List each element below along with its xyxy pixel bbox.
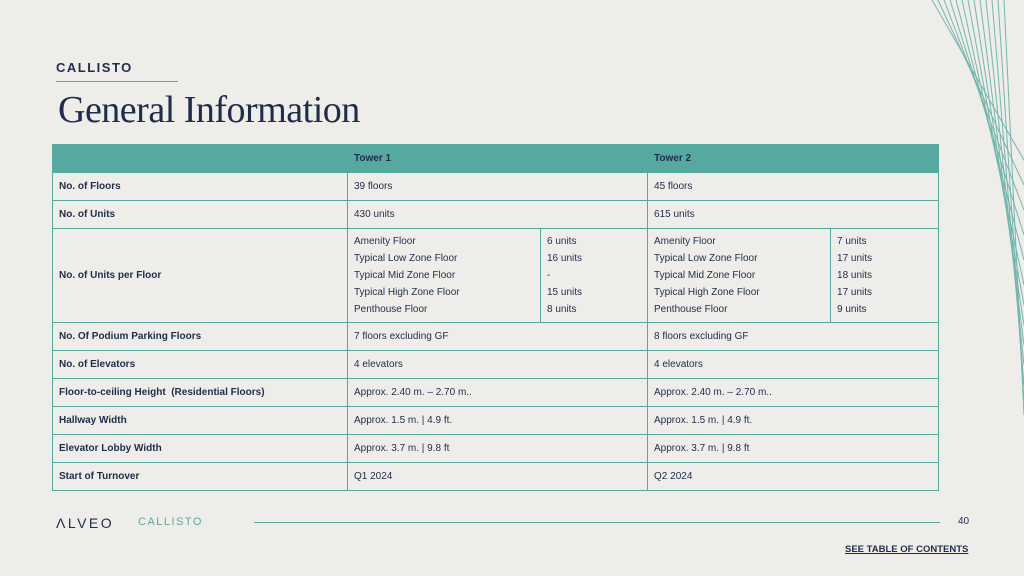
header-tower-2: Tower 2	[648, 145, 939, 173]
tower1-cell: 4 elevators	[348, 351, 648, 379]
floor-units: -	[547, 270, 551, 281]
row-label: No. Of Podium Parking Floors	[53, 323, 348, 351]
row-label: No. of Elevators	[53, 351, 348, 379]
table-row	[53, 173, 939, 201]
floor-name: Amenity Floor	[654, 236, 716, 247]
tower2-cell: Q2 2024	[648, 463, 939, 491]
floor-units: 17 units	[837, 253, 873, 264]
row-label: Hallway Width	[53, 407, 348, 435]
floor-name: Typical Mid Zone Floor	[354, 270, 456, 281]
header-tower-1: Tower 1	[348, 145, 648, 173]
tower1-cell: Q1 2024	[348, 463, 648, 491]
row-label: No. of Units per Floor	[53, 229, 348, 323]
page-number: 40	[958, 516, 970, 527]
floor-name: Typical High Zone Floor	[654, 287, 760, 298]
floor-name: Typical Mid Zone Floor	[654, 270, 756, 281]
tower2-cell: 8 floors excluding GF	[648, 323, 939, 351]
row-label: Elevator Lobby Width	[53, 435, 348, 463]
tower1-cell: Approx. 1.5 m. | 4.9 ft.	[348, 407, 648, 435]
page-title: General Information	[58, 89, 360, 131]
table-row	[53, 351, 939, 379]
tower1-cell: Approx. 3.7 m. | 9.8 ft	[348, 435, 648, 463]
table-row	[53, 435, 939, 463]
tower1-cell: Approx. 2.40 m. – 2.70 m..	[348, 379, 648, 407]
row-label: Start of Turnover	[53, 463, 348, 491]
floor-units: 6 units	[547, 236, 577, 247]
tower2-cell: 4 elevators	[648, 351, 939, 379]
tower2-cell: 615 units	[648, 201, 939, 229]
tower1-cell: 7 floors excluding GF	[348, 323, 648, 351]
tower1-floor-units	[541, 229, 648, 323]
tower2-floor-names	[648, 229, 831, 323]
floor-units: 16 units	[547, 253, 583, 264]
floor-name: Typical Low Zone Floor	[654, 253, 758, 264]
tower2-cell: Approx. 3.7 m. | 9.8 ft	[648, 435, 939, 463]
general-info-table	[52, 144, 939, 491]
tower2-cell: 45 floors	[648, 173, 939, 201]
floor-units: 9 units	[837, 304, 867, 315]
tower2-cell: Approx. 1.5 m. | 4.9 ft.	[648, 407, 939, 435]
row-label: Floor-to-ceiling Height (Residential Floors)	[53, 379, 348, 407]
row-label: No. of Units	[53, 201, 348, 229]
floor-units: 7 units	[837, 236, 867, 247]
table-header-row	[53, 145, 939, 173]
alveo-logo: ΛLVEO	[56, 515, 115, 531]
header-empty	[53, 145, 348, 173]
tower2-floor-units	[831, 229, 939, 323]
floor-units: 8 units	[547, 304, 577, 315]
floor-name: Penthouse Floor	[654, 304, 728, 315]
tower2-cell: Approx. 2.40 m. – 2.70 m..	[648, 379, 939, 407]
floor-name: Penthouse Floor	[354, 304, 428, 315]
brand-underline	[56, 81, 178, 82]
tower1-cell: 39 floors	[348, 173, 648, 201]
footer-divider	[254, 522, 940, 523]
tower1-floor-names	[348, 229, 541, 323]
floor-units: 15 units	[547, 287, 583, 298]
table-row	[53, 379, 939, 407]
floor-units: 17 units	[837, 287, 873, 298]
table-row	[53, 463, 939, 491]
see-table-of-contents-link[interactable]: SEE TABLE OF CONTENTS	[845, 544, 969, 555]
floor-units: 18 units	[837, 270, 873, 281]
table-row	[53, 201, 939, 229]
brand-name: CALLISTO	[56, 60, 133, 75]
floor-name: Amenity Floor	[354, 236, 416, 247]
table-row-units-per-floor	[53, 229, 939, 323]
table-row	[53, 323, 939, 351]
table-row	[53, 407, 939, 435]
floor-name: Typical High Zone Floor	[354, 287, 460, 298]
tower1-cell: 430 units	[348, 201, 648, 229]
row-label: No. of Floors	[53, 173, 348, 201]
floor-name: Typical Low Zone Floor	[354, 253, 458, 264]
footer-brand-name: CALLISTO	[138, 516, 203, 528]
